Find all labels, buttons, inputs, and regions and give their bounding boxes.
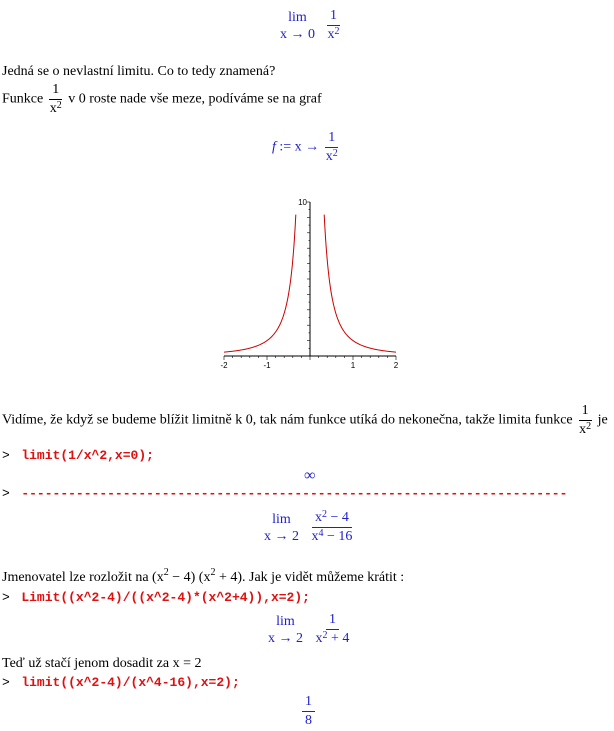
lim-operator: lim x → 0	[280, 9, 315, 42]
fraction: $\frac{1}{x^2}$	[327, 8, 340, 42]
maple-input-4[interactable]	[2, 675, 240, 691]
function-plot	[210, 196, 410, 376]
command-text[interactable]: Limit((x^2-4)/((x^2-4)*(x^2+4)),x=2);	[21, 590, 310, 605]
prompt-symbol: >	[2, 675, 10, 690]
inline-fraction: $\frac{1}{x^2}$	[579, 403, 592, 437]
y-tick-label: 10	[298, 198, 307, 207]
text-paragraph-2: Funkce $\frac{1}{x^2}$ v 0 roste nade vše meze, podíváme se na graf	[2, 82, 322, 116]
x-tick-label: 1	[350, 361, 356, 370]
maple-input-1[interactable]	[2, 448, 154, 464]
output-fraction: $\frac{1}{8}$	[302, 694, 315, 729]
x-tick-label: 2	[393, 361, 399, 370]
text-paragraph-4: Jmenovatel lze rozložit na $(x^2 - 4) (x^2 + 4)$. Jak je vidět můžeme krátit :	[2, 567, 405, 585]
command-text[interactable]: ----------------------------------------------------------------------	[21, 486, 568, 501]
text-paragraph-5: Teď už stačí jenom dosadit za x = 2	[2, 656, 202, 671]
command-text[interactable]: limit((x^2-4)/(x^4-16),x=2);	[21, 675, 240, 690]
limit-expression-1	[280, 8, 343, 43]
plot-svg	[210, 196, 410, 376]
limit-expression-3	[268, 612, 352, 647]
prompt-symbol: >	[2, 486, 10, 501]
maple-input-2[interactable]	[2, 486, 567, 502]
command-text[interactable]: limit(1/x^2,x=0);	[21, 448, 154, 463]
prompt-symbol: >	[2, 590, 10, 605]
text-paragraph-3: Vidíme, že když se budeme blížit limitně k 0, tak nám funkce utíká do nekonečna, takže limita funkce $\frac{1}{x^2}$ je	[2, 403, 608, 437]
fraction: $\frac{1}{x^2 + 4}$	[315, 612, 350, 646]
fraction: $\frac{x^2 - 4}{x^4 - 16}$	[311, 509, 353, 544]
x-tick-label: -2	[220, 361, 228, 370]
fraction: $\frac{1}{x^2}$	[325, 130, 338, 164]
function-definition: f := x → $\frac{1}{x^2}$	[272, 130, 341, 165]
maple-input-3[interactable]	[2, 590, 310, 606]
curve-right-branch	[324, 215, 396, 353]
text-paragraph-1: Jedná se o nevlastní limitu. Co to tedy znamená?	[2, 64, 276, 79]
output-infinity: ∞	[304, 467, 316, 484]
curve-left-branch	[224, 215, 296, 353]
inline-fraction: $\frac{1}{x^2}$	[49, 82, 62, 116]
prompt-symbol: >	[2, 448, 10, 463]
limit-expression-2	[264, 510, 355, 545]
x-tick-label: -1	[263, 361, 271, 370]
lim-operator: lim x → 2	[264, 511, 299, 544]
lim-operator: lim x → 2	[268, 613, 303, 646]
